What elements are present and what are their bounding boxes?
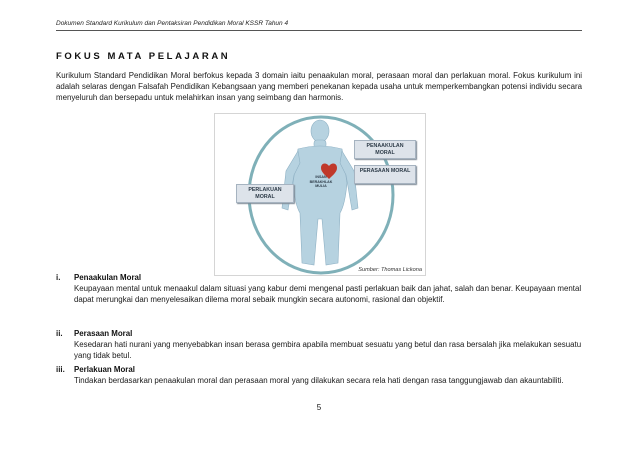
header-divider	[56, 30, 582, 31]
item-title: Penaakulan Moral	[74, 273, 142, 282]
badge-penaakulan-moral: PENAAKULAN MORAL	[354, 140, 416, 159]
page-number: 5	[316, 403, 322, 412]
item-body: Tindakan berdasarkan penaakulan moral dan perasaan moral yang dilakukan secara rela hati dengan rasa tanggungjawab dan akauntabiliti.	[74, 376, 564, 386]
badge-perlakuan-moral: PERLAKUAN MORAL	[236, 184, 294, 203]
list-item	[56, 272, 582, 306]
item-number: i.	[56, 273, 61, 282]
intro-paragraph: Kurikulum Standard Pendidikan Moral berfokus kepada 3 domain iaitu penaakulan moral, perasaan moral dan perlakuan moral. Fokus kurikulum ini adalah selaras dengan Falsafah Pendidikan Kebangsaan yang memberi penekanan kepada usaha untuk memperkembangkan potensi individu secara menyeluruh dan bersepadu untuk melahirkan insan yang seimbang dan harmonis.	[56, 71, 582, 103]
list-item	[56, 328, 582, 362]
item-title: Perlakuan Moral	[74, 365, 135, 374]
figure-source-caption: Sumber: Thomas Lickona	[358, 267, 422, 273]
item-title: Perasaan Moral	[74, 329, 133, 338]
item-number: iii.	[56, 365, 65, 374]
item-body: Keupayaan mental untuk menaakul dalam situasi yang kabur demi mengenal pasti perlakuan baik dan jahat, salah dan benar. Keupayaan mental dapat merungkai dan menyelesaikan dilema moral sebaik mungkin secara autonomi, rasional dan objektif.	[74, 284, 582, 305]
badge-perasaan-moral: PERASAAN MORAL	[354, 165, 416, 184]
insan-berakhlak-label: INSAN BERAKHLAK MULIA	[309, 175, 333, 188]
document-header: Dokumen Standard Kurikulum dan Pentaksiran Pendidikan Moral KSSR Tahun 4	[56, 20, 289, 27]
moral-domain-figure	[214, 113, 426, 276]
section-heading: FOKUS MATA PELAJARAN	[56, 51, 231, 62]
item-number: ii.	[56, 329, 63, 338]
item-body: Kesedaran hati nurani yang menyebabkan insan berasa gembira apabila membuat sesuatu yang betul dan rasa bersalah jika melakukan sesuatu yang tidak betul.	[74, 340, 582, 361]
list-item	[56, 364, 582, 386]
